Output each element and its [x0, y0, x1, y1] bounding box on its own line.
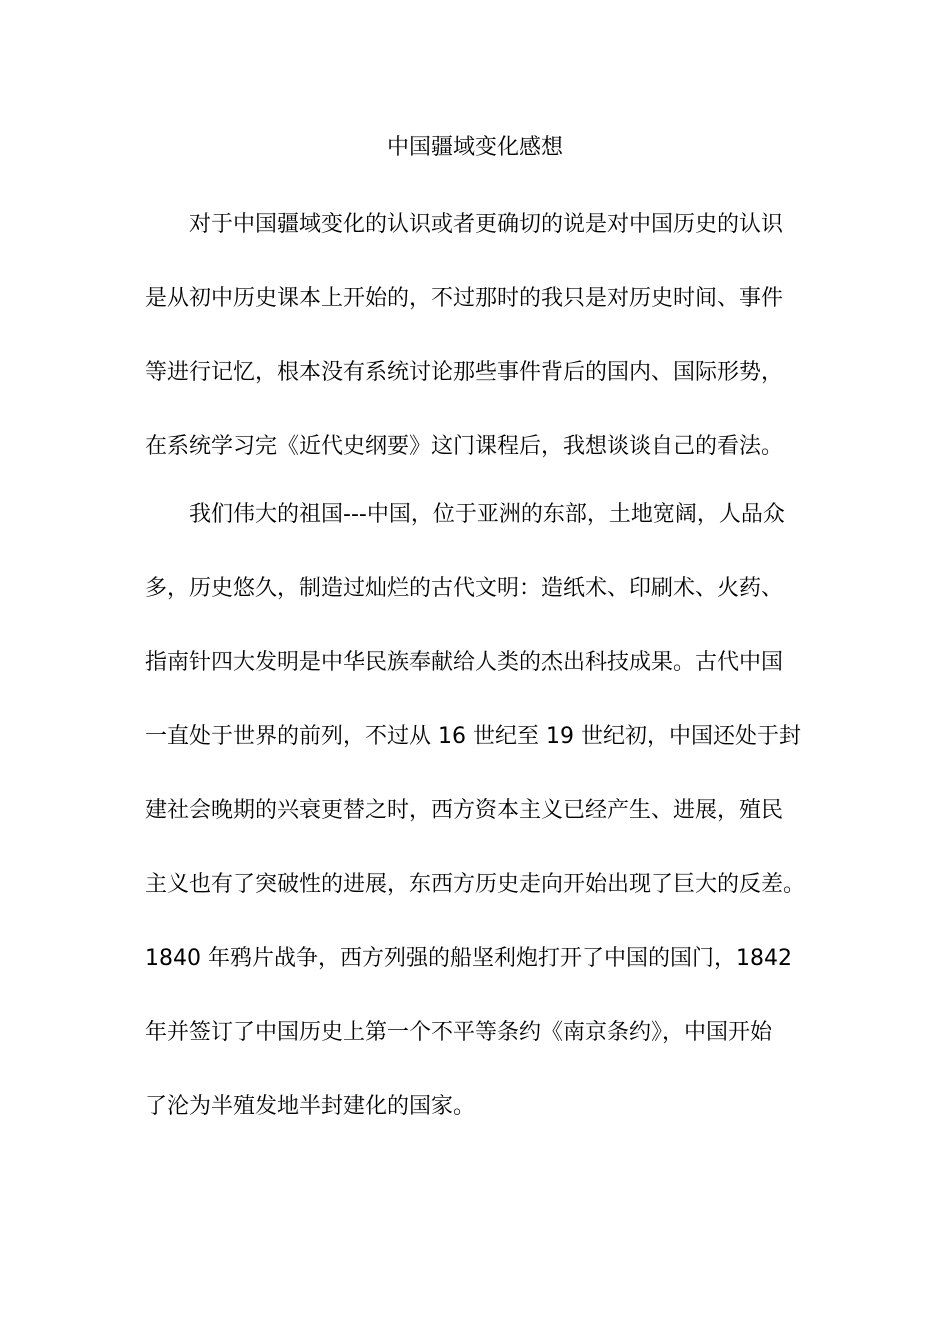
- paragraph-line: 主义也有了突破性的进展，东西方历史走向开始出现了巨大的反差。: [145, 872, 806, 897]
- paragraph-line: 建社会晚期的兴衰更替之时，西方资本主义已经产生、进展，殖民: [145, 798, 784, 823]
- paragraph-line: 我们伟大的祖国---中国，位于亚洲的东部，土地宽阔，人品众: [189, 502, 785, 527]
- paragraph-line: 对于中国疆域变化的认识或者更确切的说是对中国历史的认识: [189, 212, 784, 237]
- paragraph-line: 1840 年鸦片战争，西方列强的船坚利炮打开了中国的国门，1842: [145, 946, 792, 971]
- paragraph-line: 年并签订了中国历史上第一个不平等条约《南京条约》，中国开始: [145, 1020, 773, 1045]
- paragraph-line: 等进行记忆，根本没有系统讨论那些事件背后的国内、国际形势，: [145, 360, 784, 385]
- paragraph-line: 是从初中历史课本上开始的，不过那时的我只是对历史时间、事件: [145, 286, 784, 311]
- document-title: 中国疆域变化感想: [386, 135, 563, 160]
- paragraph-line: 一直处于世界的前列，不过从 16 世纪至 19 世纪初，中国还处于封: [145, 724, 801, 749]
- paragraph-line: 多，历史悠久，制造过灿烂的古代文明：造纸术、印刷术、火药、: [145, 576, 784, 601]
- paragraph-line: 在系统学习完《近代史纲要》这门课程后，我想谈谈自己的看法。: [145, 434, 784, 459]
- paragraph-line: 指南针四大发明是中华民族奉献给人类的杰出科技成果。古代中国: [145, 650, 784, 675]
- paragraph-line: 了沦为半殖发地半封建化的国家。: [145, 1094, 476, 1119]
